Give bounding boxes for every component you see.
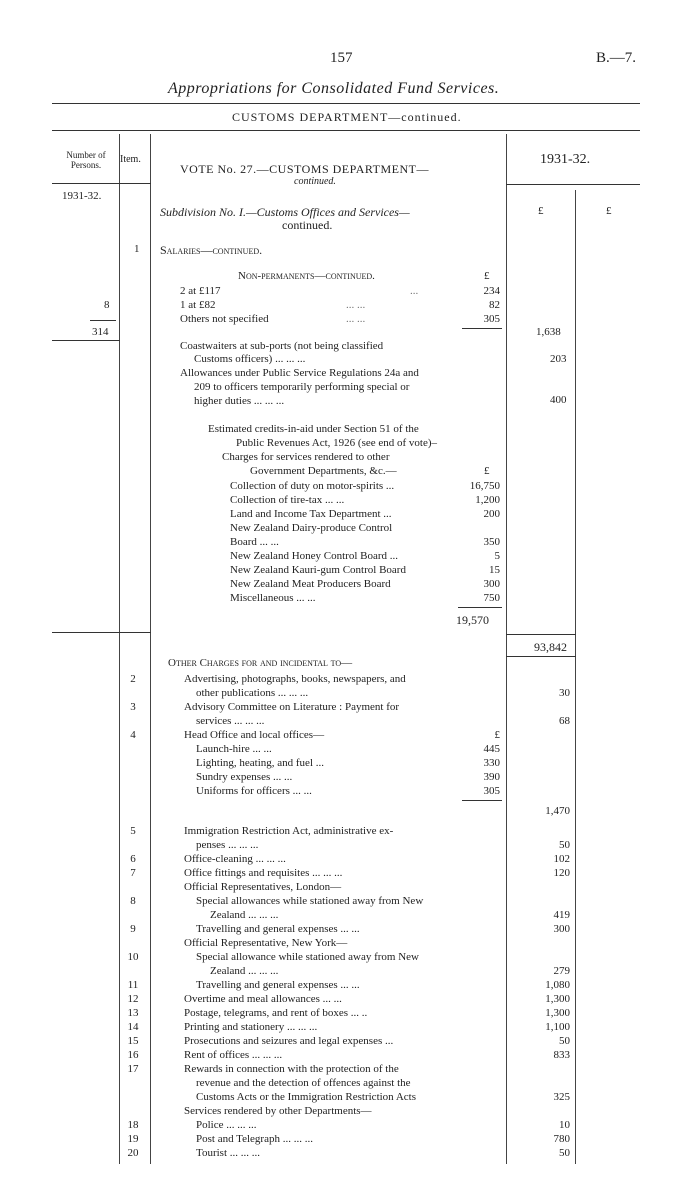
charge-description: Zealand ... ... ... [210,965,279,977]
charge-item-number: 17 [127,1063,139,1075]
allowances-line-1: Allowances under Public Service Regulations 24a and [180,367,419,379]
allowances-amount: 400 [550,394,567,406]
charge-item-number: 8 [130,895,136,907]
persons-total-rule-top [90,320,116,321]
charge-amount: 419 [553,909,570,921]
charge-item-number: 7 [130,867,136,879]
credits-line-4: Government Departments, &c.— [250,465,397,477]
charge-item-number: 16 [127,1049,139,1061]
charge-description: Official Representatives, London— [184,881,342,893]
charge-description: Police ... ... ... [196,1119,257,1131]
charge-row [0,1146,700,1160]
allowances-line-2: 209 to officers temporarily performing special or [194,381,410,393]
item-number-salaries: 1 [134,243,140,255]
persons-total-rule-bottom [52,340,120,341]
charge-row [0,936,700,950]
charge-description: Rewards in connection with the protection of the [184,1063,399,1075]
charge-item-number: 12 [127,993,139,1005]
credit-row-value: 200 [483,508,500,520]
charge-row [0,770,700,784]
charge-description: Prosecutions and seizures and legal expenses ... [184,1035,394,1047]
salaries-pound-sign: £ [484,270,490,282]
year-label-persons: 1931-32. [62,190,102,202]
charge-row [0,672,700,686]
charge-item-number: 18 [127,1119,139,1131]
charge-amount: 1,300 [545,993,570,1005]
credits-pound-sign: £ [484,465,490,477]
credit-row-label: New Zealand Kauri-gum Control Board [230,564,406,576]
charge-row [0,950,700,964]
charge-row [0,894,700,908]
subdivision-heading: Subdivision No. I.—Customs Offices and Services— [160,205,410,219]
credit-row [0,479,700,493]
charge-description: Head Office and local offices— [184,729,325,741]
charge-amount: 325 [553,1091,570,1103]
column-heading-persons: Number of Persons. [66,150,106,170]
charge-item-number: 5 [130,825,136,837]
header-rule-top [52,130,640,131]
column-heading-year: 1931-32. [540,152,591,167]
salary-row [0,298,700,312]
title-rule [52,103,640,104]
charge-item-number: 6 [130,853,136,865]
charge-description: Uniforms for officers ... ... [196,785,312,797]
charge-row [0,804,700,818]
credit-row [0,535,700,549]
charge-description: Office-cleaning ... ... ... [184,853,286,865]
charge-row [0,1062,700,1076]
charge-subamount: 305 [483,785,500,797]
charge-subamount: 390 [483,771,500,783]
salary-row-value: 234 [483,285,500,297]
head-office-subtotal-rule [462,800,502,801]
credit-row-value: 5 [494,550,500,562]
charge-description: Rent of offices ... ... ... [184,1049,283,1061]
coastwaiters-line-2: Customs officers) ... ... ... [194,353,306,365]
charge-item-number: 14 [127,1021,139,1033]
charge-row [0,866,700,880]
charge-description: penses ... ... ... [196,839,259,851]
salary-row-label: 1 at £82 [180,299,216,311]
charge-description: revenue and the detection of offences against the [196,1077,411,1089]
charge-amount: 300 [553,923,570,935]
salaries-total-rule [506,634,576,635]
non-permanents-heading: Non-permanents—continued. [238,270,375,282]
charge-description: Services rendered by other Departments— [184,1105,372,1117]
credit-row-value: 16,750 [469,480,500,492]
pound-sign-col1: £ [538,205,544,217]
charge-row [0,824,700,838]
charge-row [0,1090,700,1104]
persons-total: 314 [92,326,109,338]
charge-item-number: 20 [127,1147,139,1159]
charge-row [0,714,700,728]
charge-row [0,1020,700,1034]
salary-row-value: 305 [483,313,500,325]
charge-description: Immigration Restriction Act, administrative ex- [184,825,394,837]
credit-row-value: 350 [483,536,500,548]
charge-amount: 50 [559,1035,570,1047]
charge-amount: 50 [559,1147,570,1159]
credit-row-label: Collection of duty on motor-spirits ... [230,480,395,492]
salaries-heading: Salaries—continued. [160,243,263,257]
credit-row-label: Land and Income Tax Department ... [230,508,392,520]
charge-item-number: 13 [127,1007,139,1019]
credit-row-value: 1,200 [475,494,500,506]
coastwaiters-amount: 203 [550,353,567,365]
salary-row [0,312,700,326]
charge-description: Postage, telegrams, and rent of boxes ... .. [184,1007,368,1019]
charge-description: Special allowance while stationed away from New [196,951,419,963]
document-reference: B.—7. [596,50,637,66]
coastwaiters-line-1: Coastwaiters at sub-ports (not being classified [180,340,384,352]
salary-row-dots: ... ... [346,313,366,325]
department-heading: CUSTOMS DEPARTMENT—continued. [232,110,462,124]
credit-row-label: New Zealand Meat Producers Board [230,578,391,590]
charge-row [0,922,700,936]
credit-row [0,493,700,507]
charge-row [0,728,700,742]
charge-amount: 102 [553,853,570,865]
credits-total: 19,570 [456,613,489,627]
credits-total-rule [458,607,502,608]
charge-item-number: 2 [130,673,136,685]
charge-description: Special allowances while stationed away from New [196,895,424,907]
charge-row [0,742,700,756]
credit-row [0,591,700,605]
charge-description: Printing and stationery ... ... ... [184,1021,318,1033]
charge-description: Overtime and meal allowances ... ... [184,993,342,1005]
charge-amount: 833 [553,1049,570,1061]
subtotal-rule [462,328,502,329]
salaries-total: 93,842 [534,640,567,654]
credit-row [0,521,700,535]
salary-row-label: 2 at £117 [180,285,221,297]
header-rule-bottom-right [506,184,640,185]
credits-line-2: Public Revenues Act, 1926 (see end of vote)– [236,437,438,449]
charge-amount: 120 [553,867,570,879]
charge-row [0,1048,700,1062]
charge-amount: 279 [553,965,570,977]
charge-row [0,1118,700,1132]
charge-description: Advertising, photographs, books, newspapers, and [184,673,406,685]
other-charges-heading: Other Charges for and incidental to— [168,657,353,669]
subdivision-continued: continued. [282,218,333,232]
charge-description: Travelling and general expenses ... ... [196,923,360,935]
charge-description: Zealand ... ... ... [210,909,279,921]
charge-amount: 10 [559,1119,570,1131]
salaries-total-rule-bottom [506,656,576,657]
charge-row [0,908,700,922]
salary-row-label: Others not specified [180,313,269,325]
credit-row-label: Board ... ... [230,536,279,548]
charge-row [0,756,700,770]
charge-row [0,1076,700,1090]
column-heading-item: Item. [120,154,141,165]
charge-description: other publications ... ... ... [196,687,309,699]
charge-amount: 780 [553,1133,570,1145]
credit-row-value: 300 [483,578,500,590]
salary-row-persons: 8 [104,299,110,311]
credit-row-label: Miscellaneous ... ... [230,592,316,604]
charge-description: Post and Telegraph ... ... ... [196,1133,313,1145]
charge-amount: 1,470 [545,805,570,817]
charge-description: Sundry expenses ... ... [196,771,293,783]
allowances-line-3: higher duties ... ... ... [194,395,285,407]
charge-row [0,1132,700,1146]
charge-item-number: 19 [127,1133,139,1145]
credit-row [0,507,700,521]
charge-subamount: £ [494,729,500,741]
charge-description: services ... ... ... [196,715,265,727]
charge-row [0,1104,700,1118]
credit-row [0,577,700,591]
credit-row-value: 15 [489,564,500,576]
credit-row [0,549,700,563]
charge-row [0,686,700,700]
charge-amount: 1,080 [545,979,570,991]
charge-description: Launch-hire ... ... [196,743,272,755]
salary-row-dots: ... [410,285,419,297]
charge-subamount: 330 [483,757,500,769]
charge-description: Travelling and general expenses ... ... [196,979,360,991]
charge-description: Official Representative, New York— [184,937,348,949]
charge-item-number: 11 [127,979,139,991]
charge-row [0,852,700,866]
charge-amount: 1,300 [545,1007,570,1019]
charge-row [0,838,700,852]
credit-row-label: New Zealand Dairy-produce Control [230,522,393,534]
page-title: Appropriations for Consolidated Fund Services. [168,80,500,97]
vote-continued: continued. [294,176,336,187]
credit-row-label: Collection of tire-tax ... ... [230,494,345,506]
charge-description: Customs Acts or the Immigration Restriction Acts [196,1091,416,1103]
charge-row [0,964,700,978]
salary-row-value: 82 [489,299,500,311]
page-number: 157 [330,50,353,66]
charge-item-number: 10 [127,951,139,963]
credits-line-1: Estimated credits-in-aid under Section 51 of the [208,423,419,435]
charge-item-number: 3 [130,701,136,713]
charge-amount: 30 [559,687,570,699]
charge-amount: 50 [559,839,570,851]
charge-amount: 68 [559,715,570,727]
charge-description: Lighting, heating, and fuel ... [196,757,324,769]
salary-row [0,284,700,298]
charge-row [0,784,700,798]
pound-sign-col2: £ [606,205,612,217]
charge-row [0,1034,700,1048]
credits-line-3: Charges for services rendered to other [222,451,390,463]
charge-description: Office fittings and requisites ... ... ... [184,867,343,879]
charge-row [0,1006,700,1020]
charge-description: Tourist ... ... ... [196,1147,261,1159]
non-permanents-total: 1,638 [536,326,561,338]
charge-row [0,880,700,894]
header-rule-bottom-left [52,183,151,184]
charge-item-number: 4 [130,729,136,741]
section-rule-left [52,632,151,633]
credit-row [0,563,700,577]
credit-row-value: 750 [483,592,500,604]
charge-amount: 1,100 [545,1021,570,1033]
charge-row [0,978,700,992]
vote-title: VOTE No. 27.—CUSTOMS DEPARTMENT— [180,162,429,176]
charge-description: Advisory Committee on Literature : Payment for [184,701,400,713]
salary-row-dots: ... ... [346,299,366,311]
charge-row [0,700,700,714]
charge-item-number: 9 [130,923,136,935]
charge-item-number: 15 [127,1035,139,1047]
charge-row [0,992,700,1006]
credit-row-label: New Zealand Honey Control Board ... [230,550,399,562]
charge-subamount: 445 [483,743,500,755]
